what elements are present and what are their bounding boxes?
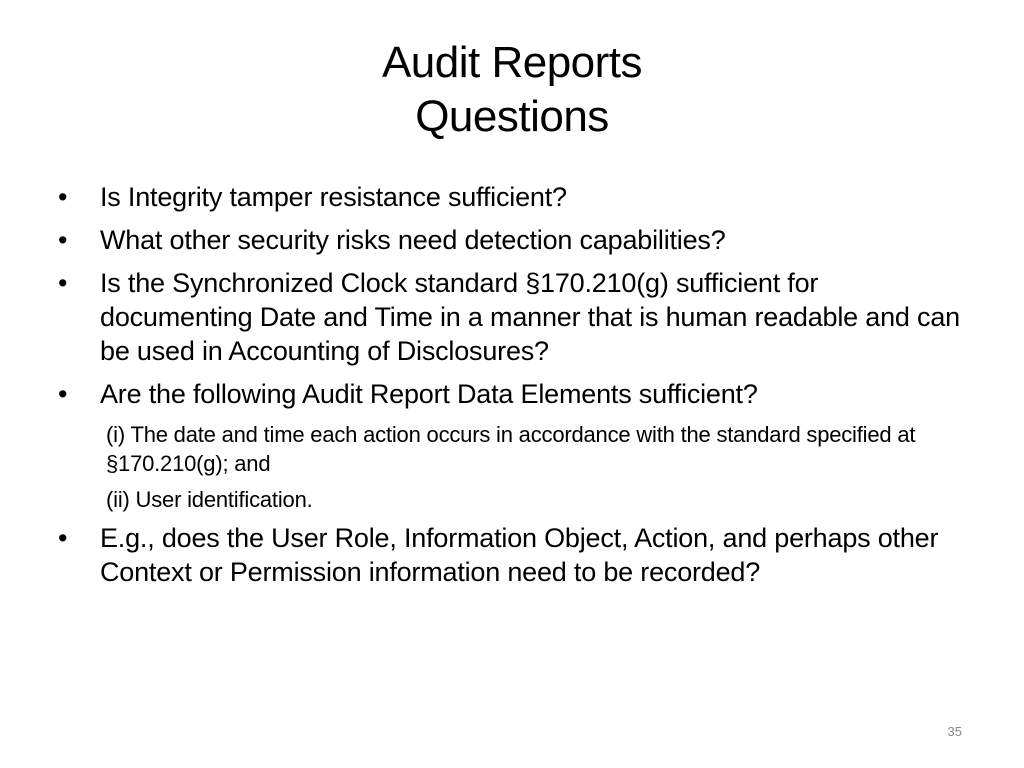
bullet-text: Is Integrity tamper resistance sufficient? [100,182,567,212]
bullet-item [56,377,976,411]
bullet-dot-icon: • [58,182,68,212]
title-line-1: Audit Reports [381,38,643,87]
page-number: 35 [947,724,962,739]
bullet-text: Are the following Audit Report Data Elements sufficient? [100,379,758,409]
sub-item: (ii) User identification. [106,487,313,512]
bullet-item [56,223,976,257]
slide-content [56,180,976,598]
bullet-dot-icon: • [58,225,68,255]
bullet-dot-icon: • [58,268,68,298]
sub-item: (i) The date and time each action occurs in accordance with the standard specified at §170.210(g); and [106,422,916,476]
slide-title [0,36,1024,144]
title-line-2: Questions [415,92,609,141]
bullet-item [56,180,976,214]
bullet-text: Is the Synchronized Clock standard §170.210(g) sufficient for documenting Date and Time in a manner that is human readable and can be used in Accounting of Disclosures? [100,268,960,366]
bullet-text: E.g., does the User Role, Information Object, Action, and perhaps other Context or Permission information need to be recorded? [100,523,939,587]
bullet-dot-icon: • [58,523,68,553]
bullet-item [56,521,976,589]
bullet-item [56,266,976,368]
bullet-text: What other security risks need detection capabilities? [100,225,726,255]
bullet-dot-icon: • [58,379,68,409]
